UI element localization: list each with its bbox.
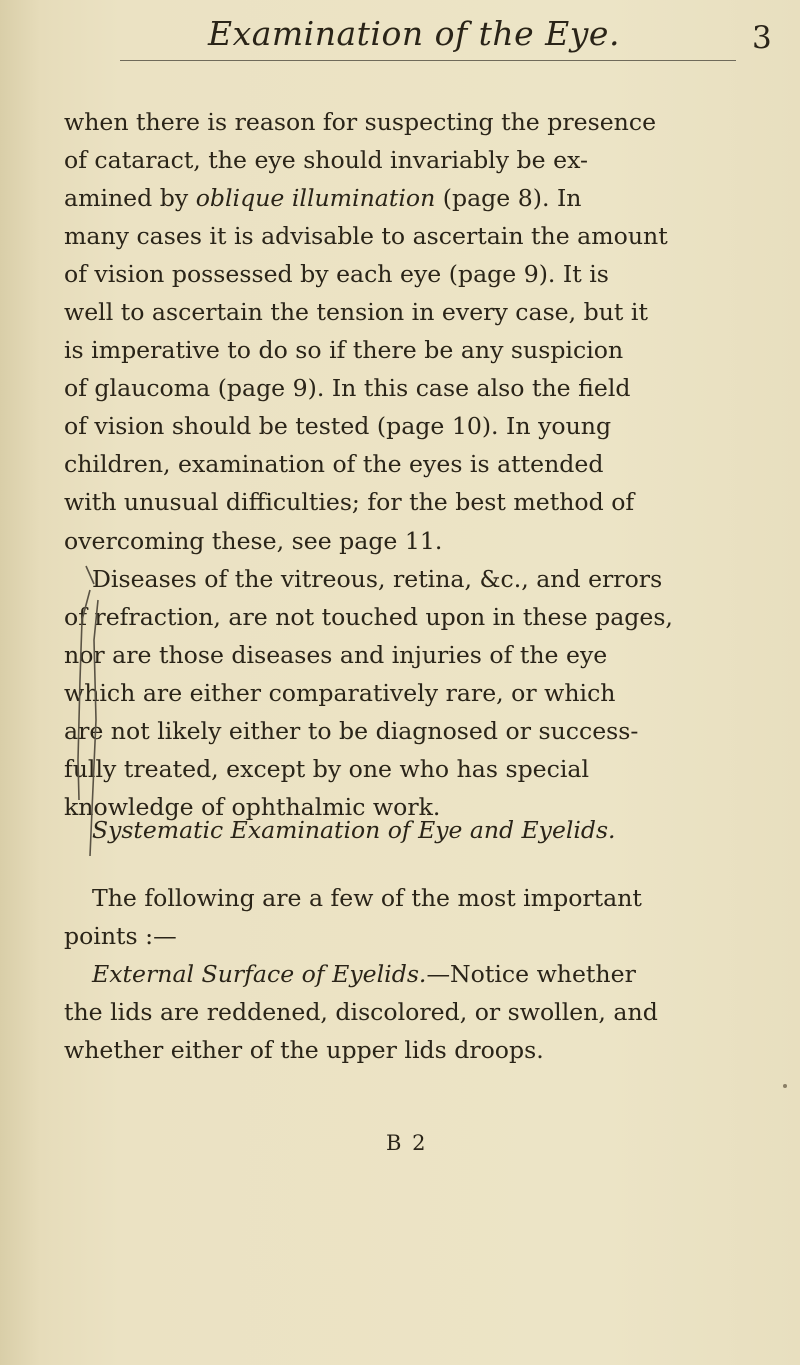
text-line: knowledge of ophthalmic work. [64, 792, 441, 821]
page-header [0, 8, 800, 58]
italic-term: oblique illumination [195, 184, 436, 213]
text-line: of refraction, are not touched upon in these pages, [64, 602, 673, 631]
text-line: of vision should be tested (page 10). In young [64, 412, 612, 441]
signature-mark: B 2 [386, 1131, 428, 1155]
text-line: The following are a few of the most important [92, 884, 642, 912]
text-line: of glaucoma (page 9). In this case also the field [64, 374, 631, 403]
italic-term: External Surface of Eyelids. [92, 960, 427, 989]
page-number: 3 [752, 20, 772, 56]
text-fragment: —Notice whether [426, 960, 636, 989]
text-line: well to ascertain the tension in every case, but it [64, 298, 648, 327]
body-text [64, 103, 740, 826]
text-fragment: amined by [64, 184, 196, 213]
text-line: the lids are reddened, discolored, or swollen, and [64, 998, 658, 1027]
section-body [64, 879, 740, 1069]
section-heading: Systematic Examination of Eye and Eyelids. [92, 816, 616, 844]
text-line: whether either of the upper lids droops. [64, 1036, 544, 1065]
text-line: of cataract, the eye should invariably be ex- [64, 146, 588, 175]
text-line: is imperative to do so if there be any suspicion [64, 336, 624, 365]
text-line: many cases it is advisable to ascertain the amount [64, 222, 668, 251]
text-line [64, 179, 740, 217]
text-line: fully treated, except by one who has special [64, 754, 590, 783]
text-line: are not likely either to be diagnosed or success- [64, 716, 639, 745]
text-line: nor are those diseases and injuries of the eye [64, 640, 608, 669]
text-line: children, examination of the eyes is attended [64, 450, 604, 479]
running-head: Examination of the Eye. [208, 14, 620, 53]
paper-speck [783, 1084, 787, 1088]
text-line [64, 955, 740, 993]
text-line: when there is reason for suspecting the presence [64, 108, 657, 136]
text-line: points :— [64, 922, 177, 951]
text-line: with unusual difficulties; for the best method of [64, 488, 635, 517]
pencil-mark [76, 560, 116, 860]
text-fragment: (page 8). In [435, 184, 582, 213]
text-line: Diseases of the vitreous, retina, &c., and errors [92, 564, 663, 593]
text-line: of vision possessed by each eye (page 9). It is [64, 260, 609, 289]
text-line: which are either comparatively rare, or which [64, 678, 616, 707]
text-line: overcoming these, see page 11. [64, 526, 443, 555]
header-rule [120, 60, 736, 61]
